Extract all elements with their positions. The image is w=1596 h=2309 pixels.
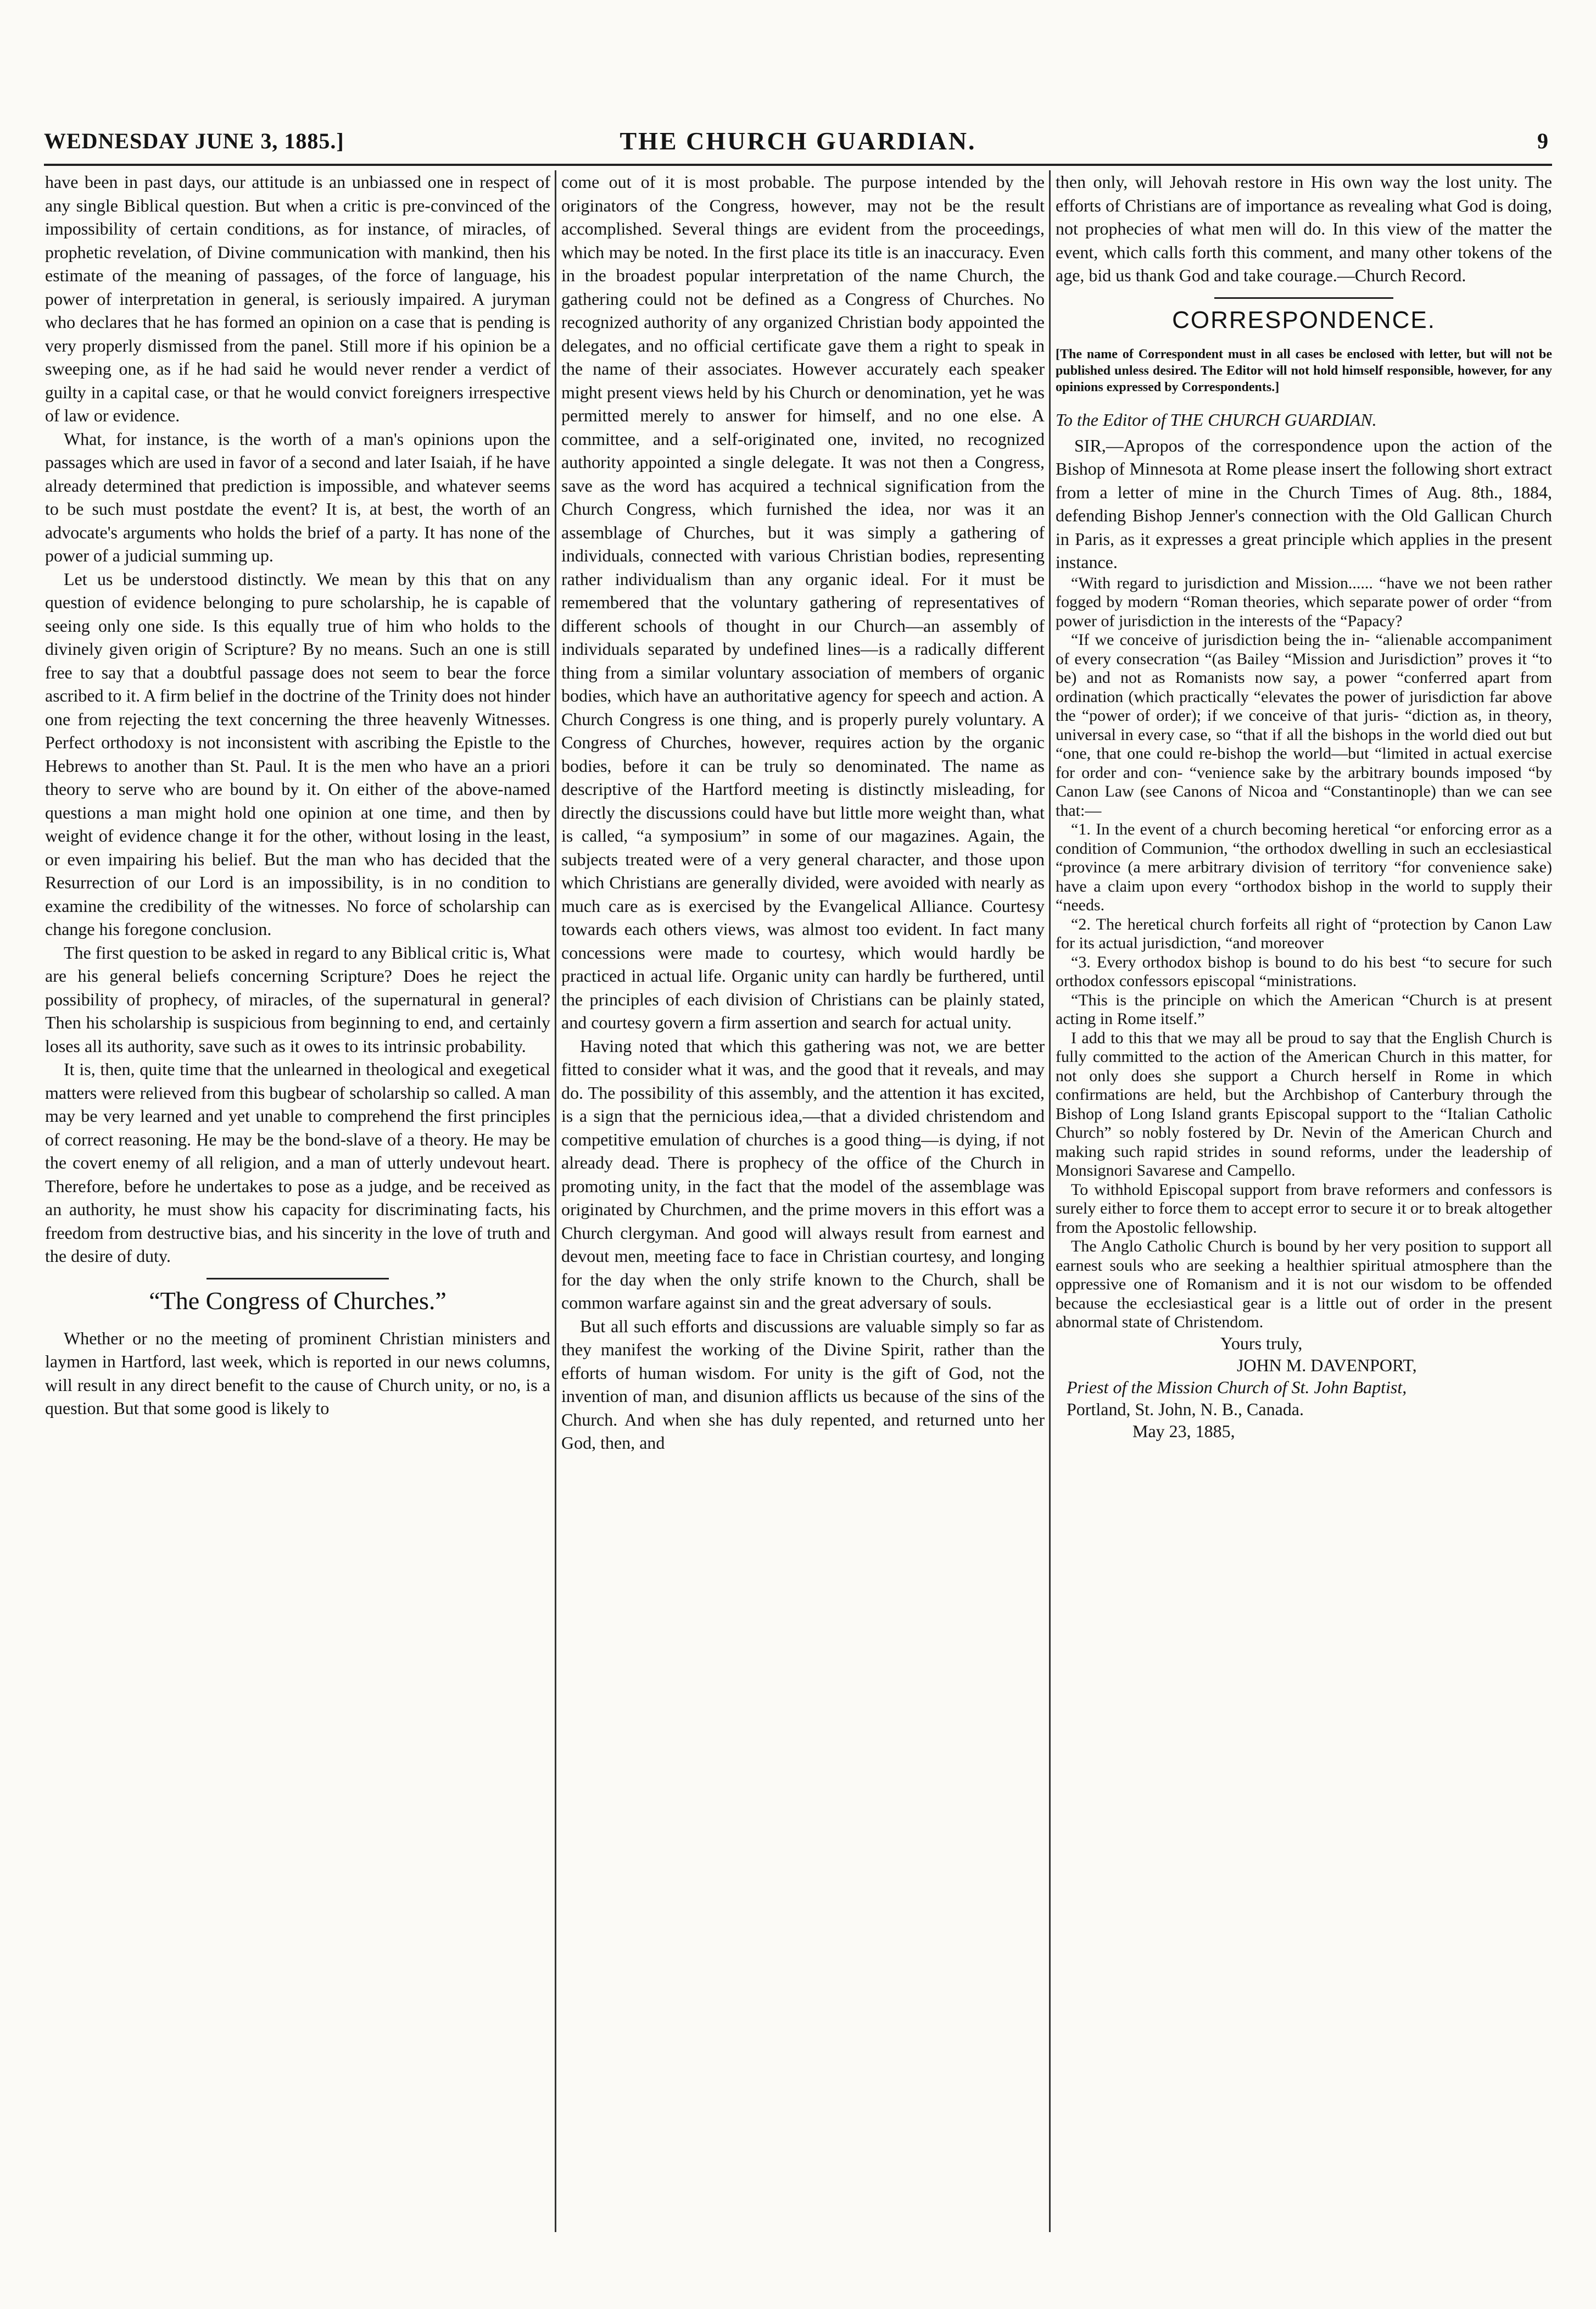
paragraph: have been in past days, our attitude is an unbiassed one in respect of any single Biblical question. But when a critic is pre-convinced of the impossibility of certain conditions, as for instance, of miracles, of prophetic revelation, of Divine communication with mankind, then his estimate of the meaning of passages, of the force of language, his power of interpretation in general, is seriously impaired. A juryman who declares that he has formed an opinion on a case that is pending is very properly dismissed from the panel. Still more if his opinion be a sweeping one, as if he had said he would never render a verdict of guilty in a capital case, or that he would convict foreigners irrespective of law or evidence. bbox=[45, 172, 550, 425]
paragraph: Let us be understood distinctly. We mean by this that on any question of evidence belonging to pure scholarship, he is capable of seeing only one side. Is this equally true of him who holds to the divinely given origin of Scripture? By no means. Such an one is still free to say that a doubtful passage does not seem to bear the force ascribed to it. A firm belief in the doctrine of the Trinity does not hinder one from rejecting the text concerning the three heavenly Witnesses. Perfect orthodoxy is not inconsistent with ascribing the Epistle to the Hebrews to another than St. Paul. It is the men who have an a priori theory to serve who are bound by it. On either of the above-named questions a man might hold one opinion at one time, and then by weight of evidence change it for the other, without losing in the least, or even impairing his belief. But the man who has decided that the Resurrection of our Lord is an impossibility, is in no condition to examine the credibility of the witnesses. No force of scholarship can change his foregone conclusion. bbox=[45, 569, 550, 939]
closing: Yours truly, bbox=[1220, 1333, 1303, 1353]
quote-paragraph: “If we conceive of jurisdiction being the in- “alienable accompaniment of every consecration “(as Bailey “Mission and Jurisdiction” proves it “to be) and not as Romanists now say, a power “conferred apart from ordination (which practically “elevates the power of jurisdiction far above the “power of order); if we conceive of that juris- “diction as, in theory, universal in every case, so “that if all the bishops in the world died out but “one, that one could re-bishop the world—but “limited in actual exercise for order and con- “venience sake by the arbitrary bounds imposed “by Canon Law (see Canons of Nicoa and “Constantinople) than we can see that:— bbox=[1056, 631, 1552, 820]
signer-name: JOHN M. DAVENPORT, bbox=[1237, 1355, 1417, 1375]
issue-date: WEDNESDAY JUNE 3, 1885.] bbox=[44, 129, 344, 153]
quote-paragraph: “3. Every orthodox bishop is bound to do his best “to secure for such orthodox confessors episcopal “ministrations. bbox=[1056, 953, 1552, 990]
article-title: “The Congress of Churches.” bbox=[149, 1286, 447, 1315]
paragraph: Having noted that which this gathering was not, we are better fitted to consider what it was, and the good that it reveals, and may do. The possibility of this assembly, and the attention it has excited, is a sign that the pernicious idea,—that a divided christendom and competitive emulation of churches is a good thing—is dying, if not already dead. There is prophecy of the office of the Church in promoting unity, in the fact that the model of the assemblage was originated by Churchmen, and the prime movers in this effort was a Church clergyman. And good will always result from earnest and devout men, meeting face to face in Christian courtesy, and longing for the day when the only strife known to the Church, shall be common warfare against sin and the great adversary of souls. bbox=[561, 1036, 1045, 1312]
letter-paragraph: To withhold Episcopal support from brave reformers and confessors is surely either to force them to accept error to secure it or to break altogether from the Apostolic fellowship. bbox=[1056, 1180, 1552, 1237]
letter-paragraph: I add to this that we may all be proud to say that the English Church is fully committed to the action of the American Church in this matter, for not only does she support a Church herself in Rome in which confirmations are held, but the Archbishop of Canterbury through the Bishop of Long Island grants Episcopal support to the “Italian Catholic Church” so nobly fostered by Dr. Nevin of the American Church and making such rapid strides in sound reforms, under the leadership of Monsignori Savarese and Campello. bbox=[1056, 1028, 1552, 1179]
column-3 bbox=[1056, 170, 1552, 2232]
paragraph: then only, will Jehovah restore in His own way the lost unity. The efforts of Christians are of importance as revealing what God is doing, not prophecies of what men will do. In this view of the matter the event, which calls forth this comment, and many other tokens of the age, bid us thank God and take courage.—Church Record. bbox=[1056, 172, 1552, 285]
paragraph: come out of it is most probable. The purpose intended by the originators of the Congress, however, may not be the result accomplished. Several things are evident from the proceedings, which may be noted. In the first place its title is an inaccuracy. Even in the broadest popular interpretation of the name Church, the gathering could not be defined as a Congress of Churches. No recognized authority of any organized Christian body appointed the delegates, and no official certificate gave them a right to speak in the name of their associates. However accurately each speaker might present views held by his Church or denomination, yet he was permitted merely to answer for himself, and no one else. A committee, and a self-originated one, invited, no recognized authority appointed a single delegate. It was not then a Congress, save as the word has acquired a technical signification from the Church Congress, which furnished the idea, nor was it an assemblage of Churches, but it was simply a gathering of individuals, connected with various Christian bodies, representing rather individualism than any organic ideal. For it must be remembered that the voluntary gathering of representatives of different schools of thought in our Church—an assembly of individuals separated by undefined lines—is a radically different thing from a similar voluntary association of members of organic bodies, which have an authoritative agency for speech and action. A Church Congress is one thing, and is properly purely voluntary. A Congress of Churches, however, requires action by the organic bodies, before it can be truly so denominated. The name as descriptive of the Hartford meeting is distinctly misleading, for directly the discussions could have but little more weight than, what is called, “a symposium” in some of our magazines. Again, the subjects treated were of a very general character, and those upon which Christians are generally divided, were avoided with nearly as much care as is exercised by the Evangelical Alliance. Courtesy towards each others views, was almost too evident. In fact many concessions were made to courtesy, which would hardly be practiced in actual life. Organic unity can hardly be furthered, until the principles of each division of Christians can be plainly stated, and courtesy govern a firm assertion and search for actual unity. bbox=[561, 172, 1045, 1032]
section-rule bbox=[207, 1278, 388, 1279]
masthead-rule bbox=[44, 164, 1552, 166]
column-divider bbox=[1049, 170, 1051, 2232]
letter-salutation: To the Editor of THE CHURCH GUARDIAN. bbox=[1056, 409, 1377, 430]
newspaper-title: THE CHURCH GUARDIAN. bbox=[620, 127, 976, 155]
section-title: CORRESPONDENCE. bbox=[1172, 306, 1436, 333]
quote-paragraph: “This is the principle on which the American “Church is at present acting in Rome itself.” bbox=[1056, 991, 1552, 1028]
editor-note: [The name of Correspondent must in all cases be enclosed with letter, but will not be published unless desired. The Editor will not hold himself responsible, however, for any opinions expressed by Correspondents.] bbox=[1056, 347, 1552, 394]
quote-paragraph: “2. The heretical church forfeits all right of “protection by Canon Law for its actual jurisdiction, “and moreover bbox=[1056, 915, 1552, 952]
paragraph: What, for instance, is the worth of a man's opinions upon the passages which are used in favor of a second and later Isaiah, if he have already determined that prediction is impossible, and whatever seems to be such must postdate the event? It is, at best, the worth of an advocate's arguments who holds the brief of a party. It has none of the power of a judicial summing up. bbox=[45, 429, 550, 565]
letter-quote bbox=[1056, 574, 1552, 1332]
quote-paragraph: “With regard to jurisdiction and Mission...... “have we not been rather fogged by modern “Roman theories, which separate power of order “from power of jurisdiction in the interests of the “Papacy? bbox=[1056, 574, 1552, 630]
paragraph: Whether or no the meeting of prominent Christian ministers and laymen in Hartford, last week, which is reported in our news columns, will result in any direct benefit to the cause of Church unity, or no, is a question. But that some good is likely to bbox=[45, 1328, 550, 1418]
paragraph: It is, then, quite time that the unlearned in theological and exegetical matters were relieved from this bugbear of scholarship so called. A man may be very learned and yet unable to comprehend the first principles of correct reasoning. He may be the bond-slave of a theory. He may be the covert enemy of all religion, and a man of utterly undevout heart. Therefore, before he undertakes to pose as a judge, and be received as an authority, he must show his capacity for discriminating facts, his freedom from destructive bias, and his sincerity in the love of truth and the desire of duty. bbox=[45, 1059, 550, 1266]
letter-paragraph: The Anglo Catholic Church is bound by her very position to support all earnest souls who are seeking a healthier spiritual atmosphere than the oppressive one of Romanism and it is not our wisdom to be offended because the ecclesiastical gear is a little out of order in the present abnormal state of Christendom. bbox=[1056, 1237, 1552, 1331]
letter-date: May 23, 1885, bbox=[1132, 1421, 1235, 1441]
page-number: 9 bbox=[1537, 129, 1549, 153]
signer-address: Portland, St. John, N. B., Canada. bbox=[1067, 1399, 1304, 1419]
masthead bbox=[44, 122, 1552, 160]
column-2 bbox=[561, 170, 1045, 2232]
column-divider bbox=[555, 170, 556, 2232]
column-1 bbox=[45, 170, 550, 2232]
section-rule bbox=[1214, 297, 1393, 299]
quote-paragraph: “1. In the event of a church becoming heretical “or enforcing error as a condition of Communion, “the orthodox dwelling in such an ecclesiastical “province (a mere arbitrary division of territory “for convenience sake) have a claim upon every “orthodox bishop in the world to supply their “needs. bbox=[1056, 820, 1552, 914]
signature-block bbox=[1056, 1332, 1552, 1442]
signer-title: Priest of the Mission Church of St. John Baptist, bbox=[1067, 1377, 1407, 1397]
paragraph: But all such efforts and discussions are valuable simply so far as they manifest the working of the Divine Spirit, rather than the efforts of human wisdom. For unity is the gift of God, not the invention of man, and disunion afflicts us because of the sins of the Church. And when she has duly repented, and returned unto her God, then, and bbox=[561, 1316, 1045, 1453]
letter-paragraph: SIR,—Apropos of the correspondence upon the action of the Bishop of Minnesota at Rome please insert the following short extract from a letter of mine in the Church Times of Aug. 8th., 1884, defending Bishop Jenner's connection with the Old Gallican Church in Paris, as it expresses a great principle which applies in the present instance. bbox=[1056, 435, 1552, 572]
paragraph: The first question to be asked in regard to any Biblical critic is, What are his general beliefs concerning Scripture? Does he reject the possibility of prophecy, of miracles, of the supernatural in general? Then his scholarship is suspicious from beginning to end, and certainly loses all its authority, save such as it owes to its intrinsic probability. bbox=[45, 942, 550, 1056]
